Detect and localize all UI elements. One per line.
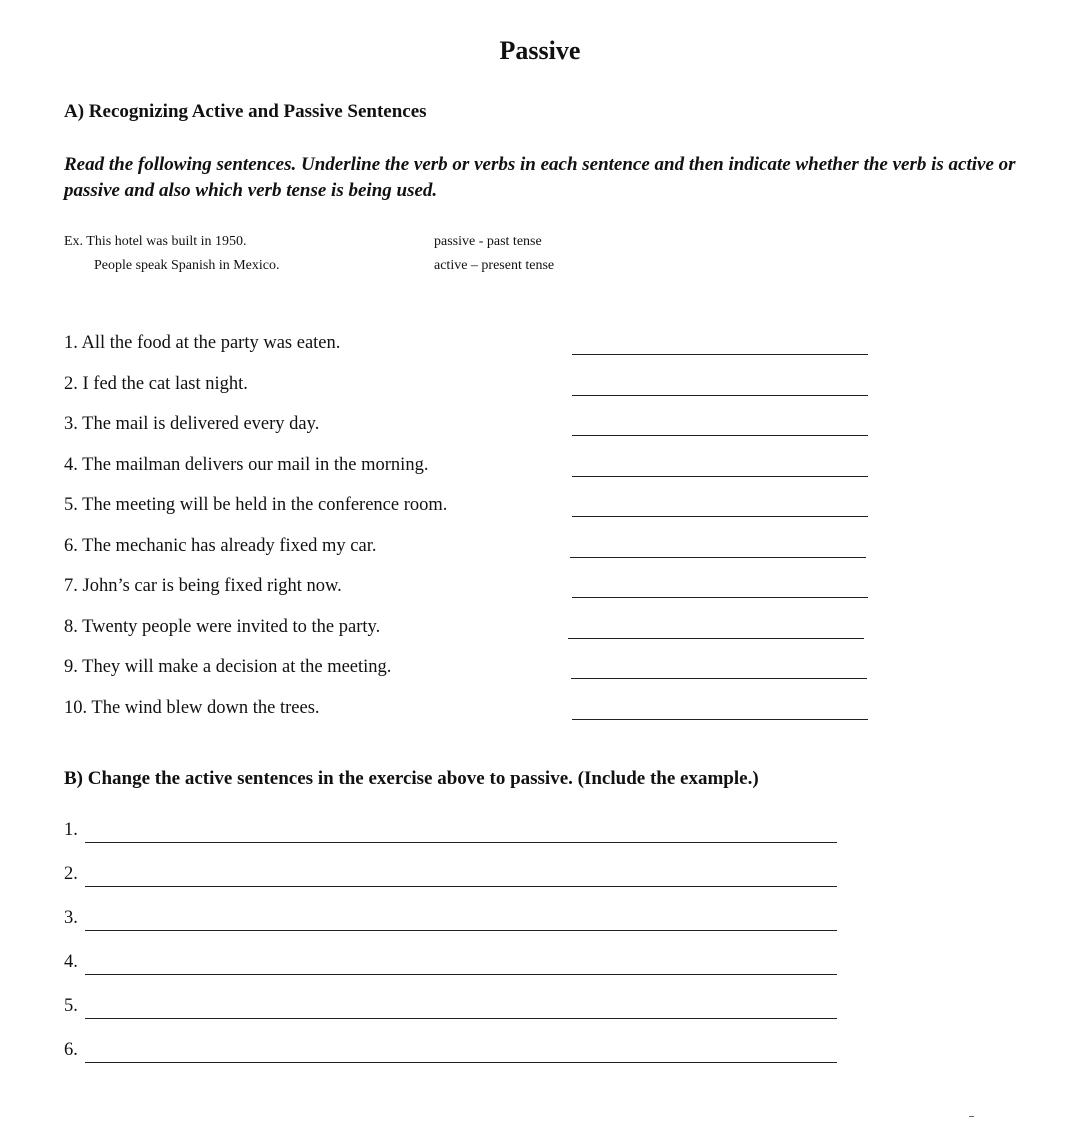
- question-row: [64, 455, 884, 496]
- rewrite-row: [64, 908, 844, 952]
- example-sentence-1: Ex. This hotel was built in 1950.: [64, 234, 247, 249]
- page-title: Passive: [499, 36, 581, 65]
- rewrite-line[interactable]: [85, 842, 837, 843]
- rewrite-row: [64, 996, 844, 1040]
- rewrite-line[interactable]: [85, 974, 837, 975]
- rewrite-line[interactable]: [85, 886, 837, 887]
- question-row: [64, 333, 884, 374]
- question-text: 10. The wind blew down the trees.: [64, 697, 320, 718]
- rewrite-row: [64, 1040, 844, 1084]
- question-row: [64, 617, 884, 658]
- rewrite-number: 3.: [64, 908, 78, 928]
- page-corner-mark: [969, 1116, 974, 1117]
- question-text: 6. The mechanic has already fixed my car.: [64, 535, 377, 556]
- question-row: [64, 495, 884, 536]
- answer-line[interactable]: [572, 354, 868, 355]
- rewrite-number: 1.: [64, 820, 78, 840]
- rewrite-row: [64, 952, 844, 996]
- question-text: 3. The mail is delivered every day.: [64, 414, 320, 434]
- rewrite-row: [64, 820, 844, 864]
- question-text: 8. Twenty people were invited to the party.: [64, 616, 381, 637]
- rewrite-list: [64, 820, 844, 1084]
- example-sentence-2: People speak Spanish in Mexico.: [94, 258, 280, 273]
- question-text: 7. John’s car is being fixed right now.: [64, 576, 342, 596]
- question-text: 9. They will make a decision at the meeting.: [64, 657, 392, 677]
- rewrite-number: 2.: [64, 864, 78, 884]
- question-row: [64, 414, 884, 455]
- question-text: 2. I fed the cat last night.: [64, 373, 248, 394]
- rewrite-number: 4.: [64, 952, 78, 972]
- answer-line[interactable]: [572, 476, 868, 477]
- rewrite-line[interactable]: [85, 1062, 837, 1063]
- answer-line[interactable]: [571, 678, 867, 679]
- question-row: [64, 657, 884, 698]
- question-row: [64, 536, 884, 577]
- answer-line[interactable]: [570, 557, 866, 558]
- answer-line[interactable]: [572, 435, 868, 436]
- answer-line[interactable]: [572, 395, 868, 396]
- answer-line[interactable]: [572, 516, 868, 517]
- question-list: [64, 333, 884, 738]
- question-text: 1. All the food at the party was eaten.: [64, 333, 341, 353]
- rewrite-number: 5.: [64, 996, 78, 1016]
- question-text: 5. The meeting will be held in the conference room.: [64, 495, 448, 515]
- question-row: [64, 698, 884, 739]
- question-row: [64, 576, 884, 617]
- answer-line[interactable]: [572, 719, 868, 720]
- question-row: [64, 374, 884, 415]
- rewrite-line[interactable]: [85, 930, 837, 931]
- section-a-instructions: Read the following sentences. Underline the verb or verbs in each sentence and then indicate whether the verb is active or passive and also which verb tense is being used.: [64, 154, 1016, 201]
- example-answer-2: active – present tense: [434, 258, 555, 273]
- rewrite-row: [64, 864, 844, 908]
- rewrite-number: 6.: [64, 1040, 78, 1060]
- answer-line[interactable]: [572, 597, 868, 598]
- section-a-heading: A) Recognizing Active and Passive Sentences: [64, 101, 427, 122]
- answer-line[interactable]: [568, 638, 864, 639]
- example-answer-1: passive - past tense: [434, 234, 542, 249]
- rewrite-line[interactable]: [85, 1018, 837, 1019]
- section-b-heading: B) Change the active sentences in the exercise above to passive. (Include the example.): [64, 768, 759, 789]
- question-text: 4. The mailman delivers our mail in the morning.: [64, 454, 429, 475]
